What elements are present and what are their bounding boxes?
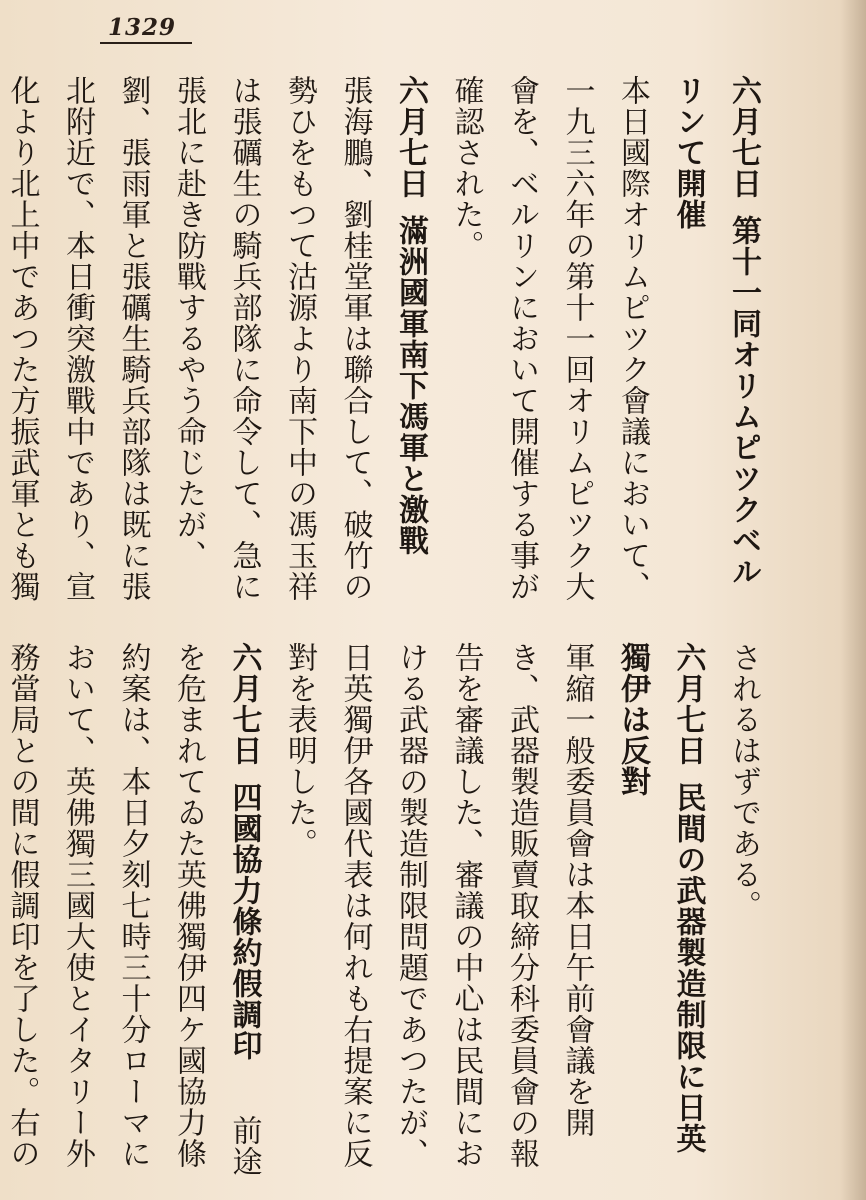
entry-title: 第十一同オリムピツクベルリンて開催 <box>670 75 761 587</box>
entry-body <box>272 642 605 1182</box>
entry-date: 六月七日 <box>726 75 761 199</box>
entry-body-text: 本日國際オリムピツク會議において、一九三六年の第十一回オリムピツク大會を、ベルリンにおいて開催する事が確認された。 <box>448 75 650 602</box>
entry-date: 六月七日 <box>393 75 428 199</box>
entry-body-text: 軍縮一般委員會は本日午前會議を開き、武器製造販賣取締分科委員會の報告を審議した、審議の中心は民間における武器の製造制限問題であつたが、日英獨伊各國代表は何れも右提案に反對を表明した。 <box>282 642 595 1169</box>
lower-text-block <box>4 642 771 1182</box>
continued-text-body: されるはずである。 <box>726 642 761 921</box>
upper-text-block <box>4 75 771 615</box>
page-edge-shadow <box>840 0 866 1200</box>
entry-body-text: 張海鵬、劉桂堂軍は聯合して、破竹の勢ひをもつて沽源より南下中の馮玉祥は張礪生の騎兵部隊に命令して、急に張北に赴き防戰するやう命じたが、劉、張雨軍と張礪生騎兵部隊は既に張北附近で、本日衝突激戰中であり、宣化より北上中であつた方振武軍とも獨 <box>4 75 373 602</box>
continued-text <box>716 642 772 1182</box>
entry-olympics <box>660 75 771 615</box>
page-number: 1329 <box>108 14 177 41</box>
entry-title: 四國協力條約假調印 <box>226 782 262 1061</box>
entry-body-text: 前途を危まれてゐた英佛獨伊四ケ國協力條約案は、本日夕刻七時三十分ローマにおいて、英佛獨三國大使とイタリー外務當局との間に假調印を了した。右の <box>4 642 262 1177</box>
entry-arms-limits <box>605 642 716 1182</box>
entry-title: 民間の武器製造制限に日英獨伊は反對 <box>615 642 706 1154</box>
entry-date: 六月七日 <box>226 642 262 766</box>
entry-body <box>438 75 660 615</box>
entry-date: 六月七日 <box>670 642 706 766</box>
entry-four-power-pact <box>0 642 272 1182</box>
entry-title: 滿洲國軍南下馮軍と激戰 <box>393 215 428 556</box>
page-number-rule <box>100 42 192 44</box>
entry-manchukuo-army <box>0 75 438 615</box>
